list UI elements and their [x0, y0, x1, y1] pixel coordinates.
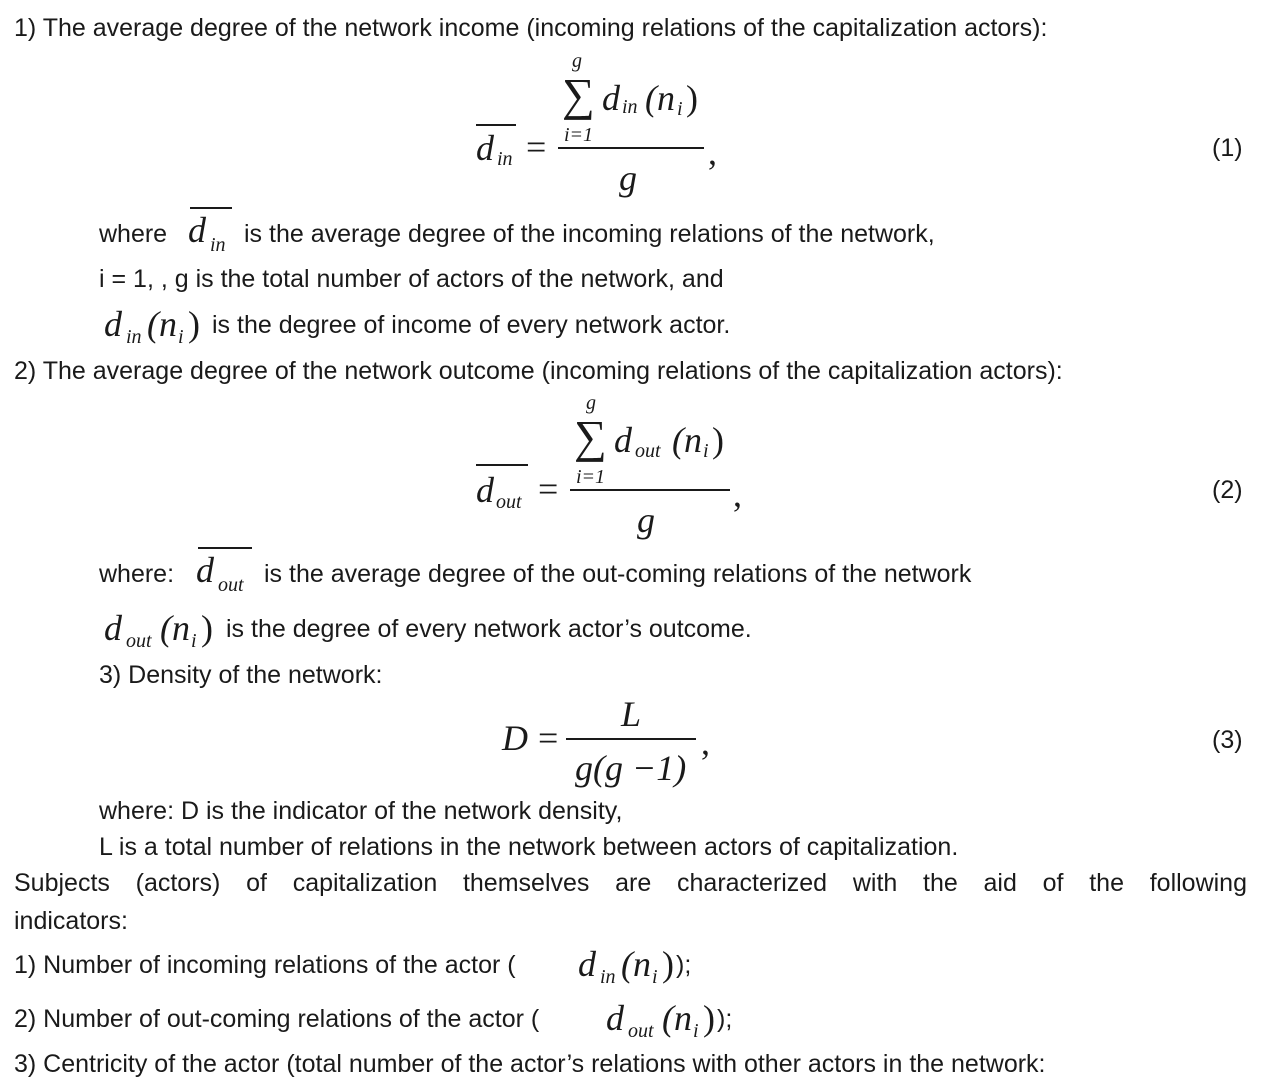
eq2-numerator-sub-i: i: [703, 440, 709, 462]
eq2-numerator-ni: (n: [672, 420, 702, 460]
dout-close: ): [201, 608, 213, 648]
ind1-sub-in: in: [600, 966, 616, 988]
dout-sub-out: out: [126, 630, 152, 652]
eq1-overline: [476, 124, 516, 126]
eq2-sum-lower: i=1: [576, 466, 606, 488]
i-range-line: i = 1, , g is the total number of actors of the network, and: [99, 265, 724, 293]
eq2-sum-upper: g: [586, 392, 596, 414]
eq3-number: (3): [1212, 726, 1243, 754]
eq2-numerator-d: d: [614, 420, 632, 460]
din-sub-i: i: [178, 326, 184, 348]
where-2-label: where:: [99, 560, 175, 588]
eq2-overline: [476, 464, 528, 466]
ind1-close: ): [662, 944, 674, 984]
where2-d: d: [196, 550, 214, 590]
indicator-3-text: 3) Centricity of the actor (total number of the actor’s relations with other actors in the network:: [14, 1050, 1046, 1078]
eq1-fraction-bar: [558, 147, 704, 149]
item-2-heading: 2) The average degree of the network outcome (incoming relations of the capitalization actors):: [14, 357, 1063, 385]
where2-sub-out: out: [218, 574, 244, 596]
din-sub-in: in: [126, 326, 142, 348]
eq2-lhs-sub-out: out: [496, 491, 522, 513]
indicator-2-text: 2) Number of out-coming relations of the actor (: [14, 1005, 540, 1033]
eq2-number: (2): [1212, 476, 1243, 504]
dout-sub-i: i: [191, 630, 197, 652]
ind2-sub-out: out: [628, 1020, 654, 1042]
eq2-numerator-close: ): [712, 420, 724, 460]
eq2-equals: =: [538, 469, 559, 509]
eq1-numerator-close: ): [686, 78, 698, 118]
item-1-heading: 1) The average degree of the network income (incoming relations of the capitalization actors):: [14, 14, 1048, 42]
where1-d: d: [188, 210, 206, 250]
eq1-lhs-sub-in: in: [497, 148, 513, 170]
where1-overline: [190, 207, 232, 209]
eq1-sum-upper: g: [572, 50, 582, 72]
ind1-d: d: [578, 944, 596, 984]
eq1-equals: =: [526, 127, 547, 167]
eq2-lhs-d: d: [476, 470, 494, 510]
eq3-equals: =: [538, 718, 559, 758]
eq2-numerator-sub-out: out: [635, 440, 661, 462]
eq1-sum-symbol: ∑: [562, 69, 595, 120]
where2-overline: [198, 547, 252, 549]
ind2-d: d: [606, 998, 624, 1038]
din-text: is the degree of income of every network actor.: [212, 311, 731, 339]
indicator-1-end: );: [676, 951, 692, 979]
eq1-sum-lower: i=1: [564, 124, 594, 146]
ind2-ni: (n: [662, 998, 692, 1038]
ind1-ni: (n: [621, 944, 651, 984]
where-1-label: where: [99, 220, 168, 248]
where-2-text: is the average degree of the out-coming relations of the network: [264, 560, 972, 588]
eq2-comma: ,: [733, 474, 742, 514]
eq1-lhs-d: d: [476, 128, 494, 168]
eq1-numerator-sub-in: in: [622, 96, 638, 118]
eq3-fraction-bar: [566, 738, 696, 740]
ind2-close: ): [703, 998, 715, 1038]
eq3-lhs-D: D: [502, 718, 528, 758]
subjects-paragraph: Subjects (actors) of capitalization themselves are characterized with the aid of the following: [14, 869, 1247, 897]
where-1-text: is the average degree of the incoming relations of the network,: [244, 220, 935, 248]
where1-sub-in: in: [210, 234, 226, 256]
where-3-text: where: D is the indicator of the network density,: [99, 797, 623, 825]
dout-text: is the degree of every network actor’s outcome.: [226, 615, 752, 643]
eq2-denominator-g: g: [637, 500, 655, 540]
din-ni: (n: [147, 304, 177, 344]
indicator-2-end: );: [717, 1005, 733, 1033]
L-definition: L is a total number of relations in the network between actors of capitalization.: [99, 833, 959, 861]
ind2-sub-i: i: [693, 1020, 699, 1042]
eq3-numerator-L: L: [621, 694, 642, 734]
eq1-denominator-g: g: [619, 158, 637, 198]
eq2-sum-symbol: ∑: [574, 411, 607, 462]
din-close: ): [188, 304, 200, 344]
indicator-1-text: 1) Number of incoming relations of the actor (: [14, 951, 516, 979]
eq3-comma: ,: [701, 722, 710, 762]
dout-ni: (n: [160, 608, 190, 648]
dout-d: d: [104, 608, 122, 648]
din-d: d: [104, 304, 122, 344]
eq2-fraction-bar: [570, 489, 730, 491]
eq1-number: (1): [1212, 134, 1243, 162]
ind1-sub-i: i: [652, 966, 658, 988]
eq1-numerator-sub-i: i: [677, 98, 683, 120]
eq1-comma: ,: [708, 132, 717, 172]
indicators-label: indicators:: [14, 907, 128, 935]
eq1-numerator-d: d: [602, 78, 620, 118]
item-3-heading: 3) Density of the network:: [99, 661, 383, 689]
eq1-numerator-ni: (n: [645, 78, 675, 118]
eq3-denominator: g(g −1): [575, 748, 687, 788]
